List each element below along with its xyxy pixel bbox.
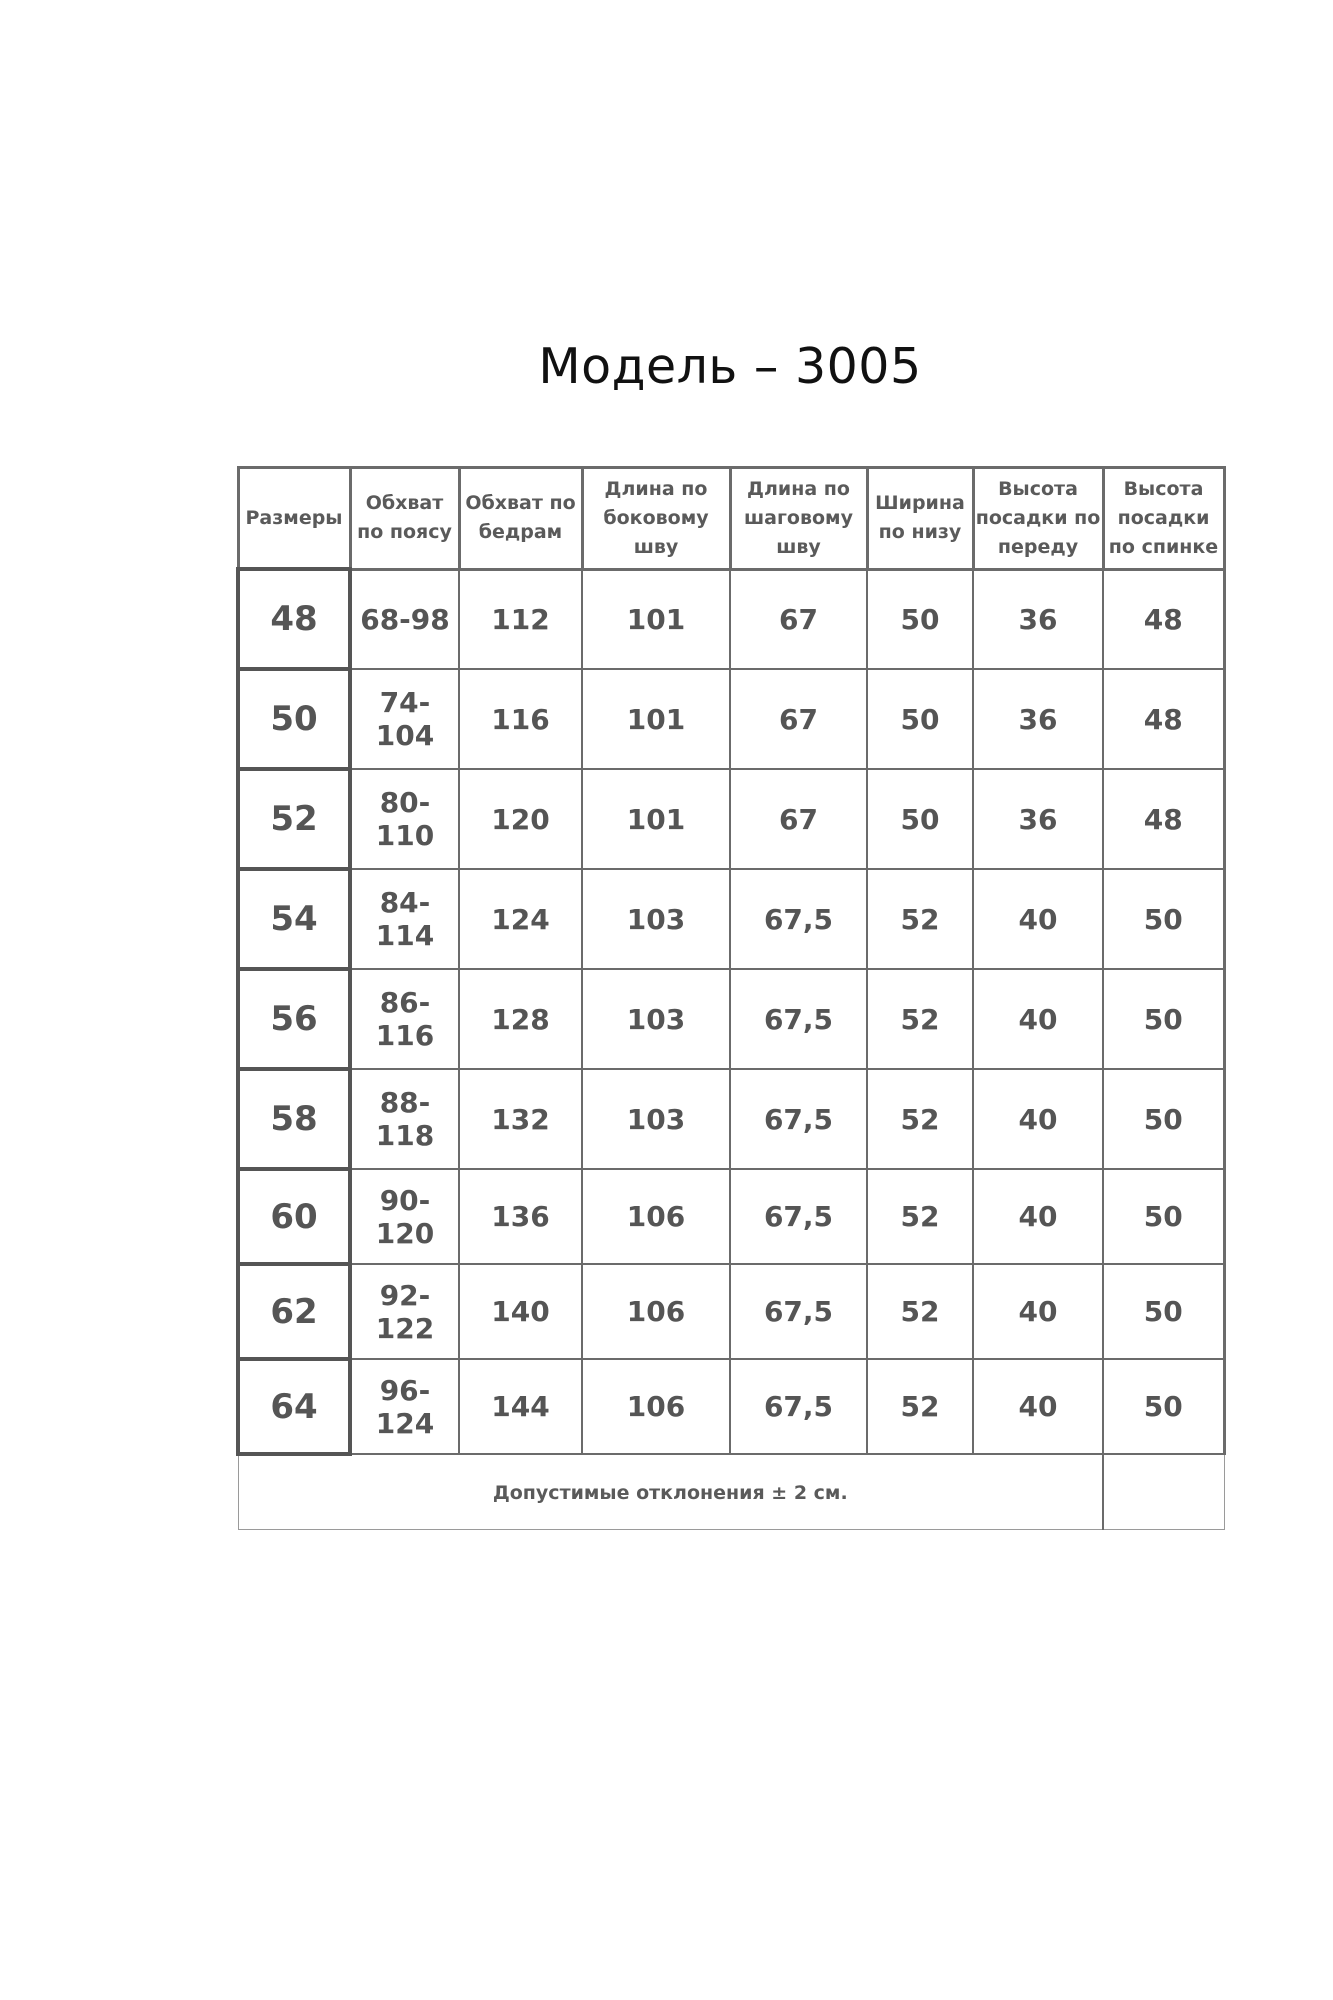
table-row [238,769,1224,869]
table-cell: 50 [1103,1169,1224,1264]
table-cell: 50 [867,769,973,869]
table-cell: 67 [730,769,867,869]
header-side-seam-length: Длина по боковому шву [582,468,730,570]
table-cell: 67,5 [730,1264,867,1359]
table-cell: 48 [1103,769,1224,869]
table-row [238,1359,1224,1454]
size-cell: 58 [238,1069,350,1169]
table-cell: 48 [1103,669,1224,769]
table-cell: 90-120 [350,1169,459,1264]
header-row [238,468,1224,570]
table-cell: 52 [867,969,973,1069]
table-cell: 136 [459,1169,582,1264]
size-cell: 48 [238,569,350,669]
table-cell: 36 [973,669,1103,769]
table-cell: 40 [973,1264,1103,1359]
header-back-rise: Высота посадки по спинке [1103,468,1224,570]
table-row [238,969,1224,1069]
table-cell: 144 [459,1359,582,1454]
page-title: Модель – 3005 [538,338,922,395]
table-cell: 52 [867,1069,973,1169]
table-cell: 50 [867,569,973,669]
table-cell: 86-116 [350,969,459,1069]
table-cell: 101 [582,669,730,769]
footer-empty-cell [1103,1454,1224,1530]
table-cell: 106 [582,1359,730,1454]
table-cell: 128 [459,969,582,1069]
table-cell: 84-114 [350,869,459,969]
size-cell: 50 [238,669,350,769]
table-row [238,869,1224,969]
size-cell: 54 [238,869,350,969]
table-cell: 96-124 [350,1359,459,1454]
table-cell: 52 [867,1169,973,1264]
table-row [238,1069,1224,1169]
table-cell: 67,5 [730,969,867,1069]
table-cell: 106 [582,1264,730,1359]
size-table [236,466,1226,1530]
table-cell: 40 [973,1359,1103,1454]
table-cell: 67 [730,569,867,669]
header-inseam-length: Длина по шаговому шву [730,468,867,570]
table-cell: 101 [582,569,730,669]
table-cell: 50 [1103,869,1224,969]
size-cell: 64 [238,1359,350,1454]
header-waist: Обхват по поясу [350,468,459,570]
table-cell: 74-104 [350,669,459,769]
table-cell: 132 [459,1069,582,1169]
header-front-rise: Высота посадки по переду [973,468,1103,570]
table-row [238,1169,1224,1264]
table-row [238,569,1224,669]
table-body [238,569,1224,1454]
table-cell: 67,5 [730,1069,867,1169]
table-cell: 103 [582,869,730,969]
table-cell: 50 [1103,1264,1224,1359]
table-cell: 52 [867,1264,973,1359]
table-cell: 36 [973,769,1103,869]
table-cell: 116 [459,669,582,769]
table-cell: 50 [1103,1359,1224,1454]
table-cell: 101 [582,769,730,869]
table-cell: 103 [582,969,730,1069]
size-cell: 52 [238,769,350,869]
table-cell: 92-122 [350,1264,459,1359]
table-cell: 80-110 [350,769,459,869]
table-cell: 40 [973,1069,1103,1169]
table-cell: 50 [1103,969,1224,1069]
table-cell: 52 [867,1359,973,1454]
table-footer [238,1454,1224,1530]
table-cell: 103 [582,1069,730,1169]
table-cell: 40 [973,969,1103,1069]
table-cell: 67,5 [730,1359,867,1454]
header-hips: Обхват по бедрам [459,468,582,570]
table-cell: 40 [973,869,1103,969]
table-cell: 120 [459,769,582,869]
table-cell: 88-118 [350,1069,459,1169]
table-cell: 36 [973,569,1103,669]
size-cell: 56 [238,969,350,1069]
footer-row [238,1454,1224,1530]
table-cell: 106 [582,1169,730,1264]
table-row [238,669,1224,769]
table-cell: 40 [973,1169,1103,1264]
table-cell: 52 [867,869,973,969]
table-cell: 112 [459,569,582,669]
table-cell: 67,5 [730,869,867,969]
table-cell: 50 [1103,1069,1224,1169]
table-cell: 67 [730,669,867,769]
size-cell: 60 [238,1169,350,1264]
table-cell: 48 [1103,569,1224,669]
table-row [238,1264,1224,1359]
table-cell: 50 [867,669,973,769]
header-hem-width: Ширина по низу [867,468,973,570]
table-cell: 124 [459,869,582,969]
table-cell: 140 [459,1264,582,1359]
size-cell: 62 [238,1264,350,1359]
tolerance-note: Допустимые отклонения ± 2 см. [238,1454,1103,1530]
table-cell: 67,5 [730,1169,867,1264]
table-header [238,468,1224,570]
table-cell: 68-98 [350,569,459,669]
header-size: Размеры [238,468,350,570]
